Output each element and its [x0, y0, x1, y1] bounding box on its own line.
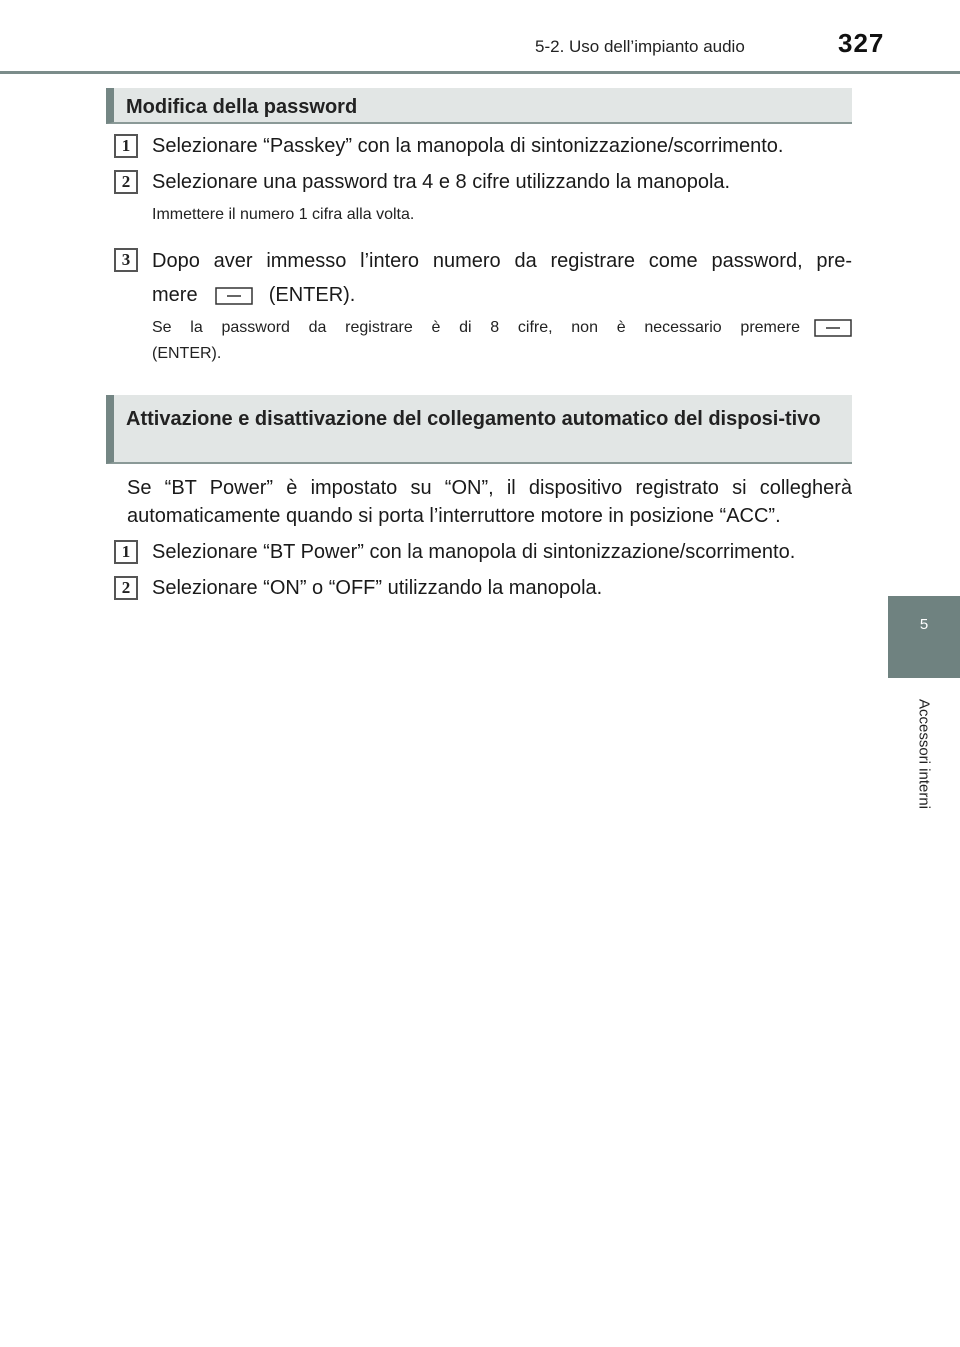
page-number: 327: [838, 28, 885, 58]
step-text: Selezionare “Passkey” con la manopola di sintonizzazione/scorrimento.: [152, 135, 784, 157]
step-badge: 1: [114, 134, 138, 158]
step-badge: 2: [114, 576, 138, 600]
note-text-line: Se la password da registrare è di 8 cifre, non è necessario premere: [152, 319, 800, 336]
header-rule: [0, 71, 960, 74]
enter-key-icon: [215, 287, 253, 305]
section-heading-auto-connect: Attivazione e disattivazione del collegamento automatico del disposi-tivo: [106, 395, 852, 464]
step-badge: 1: [114, 540, 138, 564]
note-text: [152, 319, 852, 363]
enter-key-icon: [814, 319, 852, 337]
step-badge: 3: [114, 248, 138, 272]
section-heading-password: Modifica della password: [106, 88, 852, 124]
intro-text: automaticamente quando si porta l’interruttore motore in posizione “ACC”.: [127, 505, 781, 527]
note-text: Immettere il numero 1 cifra alla volta.: [152, 206, 415, 223]
chapter-tab: [888, 596, 960, 678]
intro-text: Se “BT Power” è impostato su “ON”, il dispositivo registrato si collegherà: [127, 477, 852, 499]
note-text-line: (ENTER).: [152, 345, 222, 362]
step-text: Selezionare una password tra 4 e 8 cifre utilizzando la manopola.: [152, 171, 731, 193]
step-text: Selezionare “BT Power” con la manopola di sintonizzazione/scorrimento.: [152, 541, 796, 563]
step-text: Dopo aver immesso l’intero numero da registrare come password, pre-: [152, 250, 852, 272]
step-text-continuation: [152, 284, 852, 307]
step-text-fragment: mere: [152, 284, 198, 306]
chapter-tab-number: 5: [919, 616, 929, 633]
running-header-section: 5-2. Uso dell’impianto audio: [535, 37, 745, 56]
step-text-fragment: (ENTER).: [268, 284, 356, 306]
step-text: Selezionare “ON” o “OFF” utilizzando la manopola.: [152, 577, 603, 599]
chapter-tab-label: Accessori interni: [915, 698, 933, 810]
step-badge: 2: [114, 170, 138, 194]
